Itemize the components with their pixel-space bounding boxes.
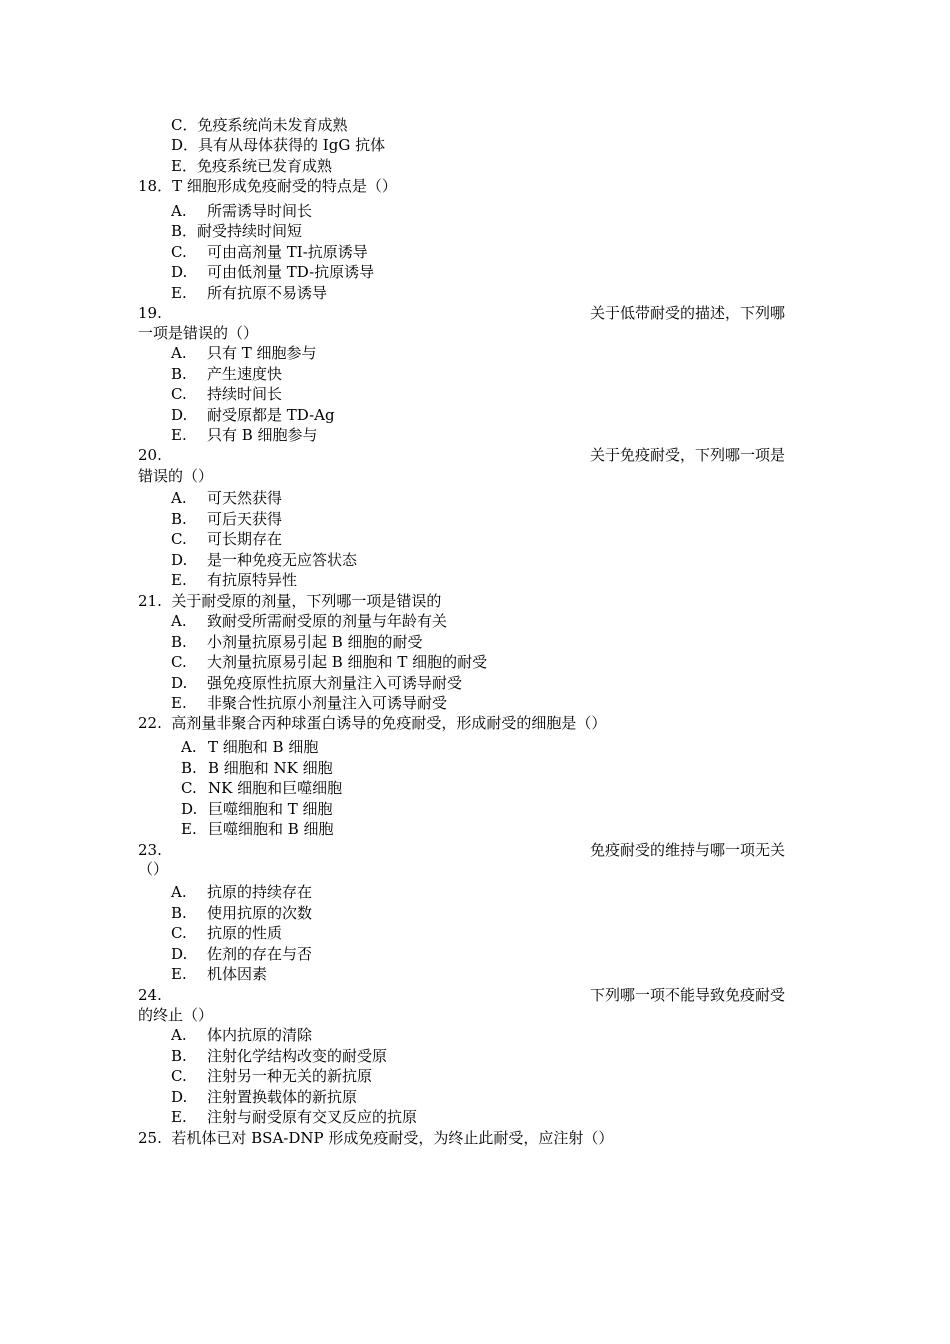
q24-option-e: E. 注射与耐受原有交叉反应的抗原	[171, 1108, 418, 1126]
question-18-stem: 18．T 细胞形成免疫耐受的特点是（）	[138, 177, 397, 195]
question-21-stem: 21. 关于耐受原的剂量，下列哪一项是错误的	[138, 592, 442, 610]
q20-option-a: A. 可天然获得	[171, 489, 283, 507]
q18-option-b: B．耐受持续时间短	[171, 222, 303, 240]
question-19-stem: 关于低带耐受的描述，下列哪	[590, 304, 786, 322]
question-22-stem: 22. 高剂量非聚合丙种球蛋白诱导的免疫耐受，形成耐受的细胞是（）	[138, 714, 607, 732]
q21-option-e: E. 非聚合性抗原小剂量注入可诱导耐受	[171, 694, 448, 712]
question-19-stem-cont: 一项是错误的（）	[138, 324, 259, 342]
q20-option-d: D. 是一种免疫无应答状态	[171, 551, 358, 569]
question-23-stem-cont: （）	[138, 860, 169, 878]
q19-option-c: C. 持续时间长	[171, 385, 283, 403]
q23-option-e: E. 机体因素	[171, 965, 268, 983]
question-23-stem: 免疫耐受的维持与哪一项无关	[590, 841, 786, 859]
question-23-number: 23.	[138, 841, 162, 859]
q21-option-a: A. 致耐受所需耐受原的剂量与年龄有关	[171, 612, 448, 630]
question-20-number: 20.	[138, 446, 162, 464]
q24-option-c: C. 注射另一种无关的新抗原	[171, 1067, 373, 1085]
q18-option-e: E. 所有抗原不易诱导	[171, 284, 328, 302]
q23-option-d: D. 佐剂的存在与否	[171, 945, 313, 963]
question-24-stem: 下列哪一项不能导致免疫耐受	[590, 986, 786, 1004]
q22-option-d: D. 巨噬细胞和 T 细胞	[181, 800, 333, 818]
q20-option-c: C. 可长期存在	[171, 530, 283, 548]
q19-option-e: E. 只有 B 细胞参与	[171, 426, 318, 444]
question-25-stem: 25. 若机体已对 BSA-DNP 形成免疫耐受，为终止此耐受，应注射（）	[138, 1129, 614, 1147]
question-24-number: 24.	[138, 986, 162, 1004]
question-24-stem-cont: 的终止（）	[138, 1006, 214, 1024]
q20-option-e: E. 有抗原特异性	[171, 571, 298, 589]
q21-option-c: C. 大剂量抗原易引起 B 细胞和 T 细胞的耐受	[171, 653, 488, 671]
q18-option-a: A. 所需诱导时间长	[171, 202, 313, 220]
q21-option-b: B. 小剂量抗原易引起 B 细胞的耐受	[171, 633, 423, 651]
q22-option-b: B. B 细胞和 NK 细胞	[181, 759, 333, 777]
q23-option-b: B. 使用抗原的次数	[171, 904, 313, 922]
q23-option-c: C. 抗原的性质	[171, 924, 283, 942]
q24-option-a: A. 体内抗原的清除	[171, 1026, 313, 1044]
q24-option-b: B. 注射化学结构改变的耐受原	[171, 1047, 388, 1065]
q23-option-a: A. 抗原的持续存在	[171, 883, 313, 901]
q21-option-d: D. 强免疫原性抗原大剂量注入可诱导耐受	[171, 674, 463, 692]
q19-option-a: A. 只有 T 细胞参与	[171, 344, 317, 362]
q22-option-e: E. 巨噬细胞和 B 细胞	[181, 820, 334, 838]
option-c: C．免疫系统尚未发育成熟	[171, 116, 348, 134]
question-20-stem: 关于免疫耐受，下列哪一项是	[590, 446, 786, 464]
q24-option-d: D. 注射置换载体的新抗原	[171, 1088, 358, 1106]
q19-option-b: B. 产生速度快	[171, 365, 283, 383]
q18-option-c: C. 可由高剂量 TI-抗原诱导	[171, 243, 368, 261]
question-20-stem-cont: 错误的（）	[138, 467, 214, 485]
q22-option-a: A. T 细胞和 B 细胞	[181, 738, 319, 756]
question-19-number: 19.	[138, 304, 162, 322]
option-e: E．免疫系统已发育成熟	[171, 157, 332, 175]
q22-option-c: C. NK 细胞和巨噬细胞	[181, 779, 343, 797]
option-d: D．具有从母体获得的 IgG 抗体	[171, 136, 386, 154]
q18-option-d: D. 可由低剂量 TD-抗原诱导	[171, 263, 375, 281]
q20-option-b: B. 可后天获得	[171, 510, 283, 528]
q19-option-d: D. 耐受原都是 TD-Ag	[171, 406, 335, 424]
